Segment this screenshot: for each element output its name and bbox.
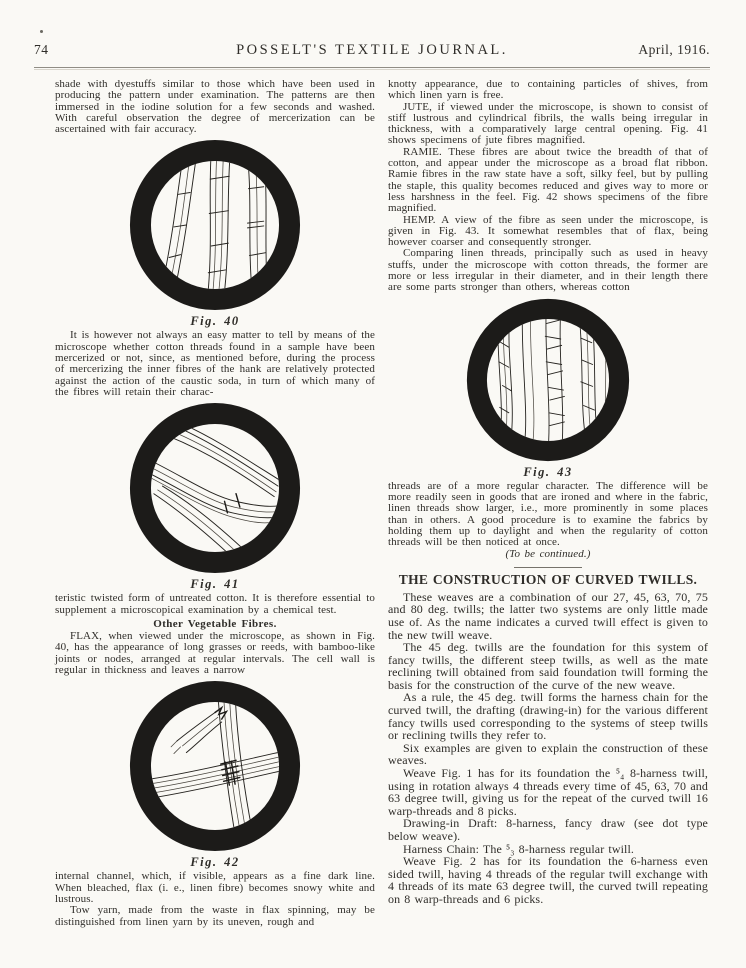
subheading-other-vegetable-fibres: Other Vegetable Fibres.: [153, 617, 277, 630]
para-art2-3: As a rule, the 45 deg. twill forms the harness chain for the curved twill, the drafting (drawing-in) for the various different fancy twills used corresponding to the systems of steep twills or reclining twills they refer to.: [388, 690, 708, 743]
microscope-field-ring: [140, 414, 289, 563]
para-art2-2: The 45 deg. twills are the foundation for this system of fancy twills, the different steep twills, as well as the mate reclining twill obtained from said foundation twill forming the basis for the construction of the curve of the new weave.: [388, 640, 708, 692]
para-right-5: Comparing linen threads, principally such as used in heavy stuffs, under the microscope with cotton threads, the former are more or less irregular in their diameter, and in their length there are some parts stronger than others, whereas cotton: [388, 247, 708, 294]
figure-41-caption: Fig. 41: [190, 577, 240, 592]
para-art2-7: Harness Chain: The ⁵₃ 8-harness regular twill.: [403, 841, 635, 856]
issue-date: April, 1916.: [638, 42, 710, 57]
journal-title: POSSELT'S TEXTILE JOURNAL.: [236, 42, 508, 58]
figure-43-caption: Fig. 43: [523, 464, 573, 479]
section-divider-rule: [514, 567, 582, 568]
para-left-2: It is however not always an easy matter to tell by means of the microscope whether cotton threads found in a sample have been mercerized or not, since, as mentioned before, during the process of mercerizing the inner fibres of the hank are relatively protected against the action of the caustic soda, in turn of which many of the fibres will retain their charac-: [55, 329, 375, 398]
fig40-microscope-drawing: [129, 139, 301, 311]
figure-40: [55, 139, 375, 328]
para-left-1: shade with dyestuffs similar to those which have been used in producing the pattern under examination. The patterns are then immersed in the iodine solution for a few seconds and washed. With careful observation the degree of mercerization can be ascertained with fair accuracy.: [55, 78, 375, 136]
para-right-6: threads are of a more regular character. The difference will be more readily seen in goods that are ironed and where in the fabric, linen threads show larger, i.e., more prominently in some places than in others. A good procedure is to examine the fabrics by holding them up to daylight and when the regularity of cotton threads will be then noticed at once.: [388, 479, 708, 549]
two-column-body: [55, 79, 708, 928]
figure-40-caption: Fig. 40: [190, 314, 240, 329]
para-art2-5: Weave Fig. 1 has for its foundation the ⁵₄ 8-harness twill, using in rotation always 4 threads every time of 45, 63, 70 and 63 degree twill, giving us for the repeat of the curved twill 16 warp-threads and 8 picks.: [388, 766, 708, 818]
figure-43: [388, 298, 708, 479]
para-art2-1: These weaves are a combination of our 27, 45, 63, 70, 75 and 80 deg. twills; the latter two systems are only little made use of. As the name indicates a curved twill effect is given to the new twill weave.: [388, 589, 708, 642]
page-number: 74: [34, 42, 49, 57]
para-art2-4: Six examples are given to explain the construction of these weaves.: [388, 740, 708, 768]
para-right-3: RAMIE. These fibres are about twice the breadth of that of cotton, and appear under the microscope as a broad flat ribbon. Ramie fibres in the raw state have a soft, silky feel, but by pulling the staple, this quality becomes reduced and gives way to more or less harshness in the feel. Fig. 42 shows specimens of the fibre magnified.: [388, 145, 708, 215]
scan-speck: [40, 30, 43, 33]
para-right-2: JUTE, if viewed under the microscope, is shown to consist of stiff lustrous and cylindrical fibrils, the walls being irregular in thickness, with a comparatively large central opening. Fig. 41 shows specimens of jute fibres magnified.: [388, 100, 708, 147]
page-header: [34, 42, 710, 64]
para-right-1: knotty appearance, due to containing particles of shives, from which linen yarn is free.: [388, 78, 708, 102]
figure-41: [55, 402, 375, 591]
left-column: [55, 79, 375, 928]
para-left-3: teristic twisted form of untreated cotton. It is therefore essential to supplement a microscopical examination by a chemical test.: [55, 592, 375, 616]
microscope-field-ring: [140, 151, 289, 300]
to-be-continued-note: (To be continued.): [505, 548, 591, 561]
para-left-5: internal channel, which, if visible, appears as a fine dark line. When bleached, flax (i. e., linen fibre) becomes snowy white and lustrous.: [55, 870, 375, 905]
right-column: [388, 79, 708, 928]
para-art2-6: Drawing-in Draft: 8-harness, fancy draw (see dot type below weave).: [388, 816, 708, 843]
figure-42: [55, 680, 375, 869]
fig41-microscope-drawing: [129, 402, 301, 574]
para-left-4: FLAX, when viewed under the microscope, as shown in Fig. 40, has the appearance of long grasses or reeds, with bamboo-like joints or nodes, arranged at regular intervals. The cell wall is regular in thickness and leaves a narrow: [55, 630, 375, 677]
fig43-microscope-drawing: [466, 298, 630, 462]
header-rule: [34, 67, 710, 68]
article-heading: THE CONSTRUCTION OF CURVED TWILLS.: [398, 571, 698, 587]
para-left-6: Tow yarn, made from the waste in flax spinning, may be distinguished from linen yarn by its uneven, rough and: [55, 904, 375, 928]
figure-42-caption: Fig. 42: [190, 855, 240, 870]
curved-twills-article: [388, 572, 708, 906]
para-art2-8: Weave Fig. 2 has for its foundation the 6-harness even sided twill, having 4 threads of the regular twill exchange with 4 threads of its mate 63 degree twill, the curved twill repeating on 8 warp-threads and 6 picks.: [388, 854, 708, 906]
para-right-4: HEMP. A view of the fibre as seen under the microscope, is given in Fig. 43. It somewhat resembles that of flax, being however coarser and consequently stronger.: [388, 213, 708, 249]
fig42-microscope-drawing: [129, 680, 301, 852]
